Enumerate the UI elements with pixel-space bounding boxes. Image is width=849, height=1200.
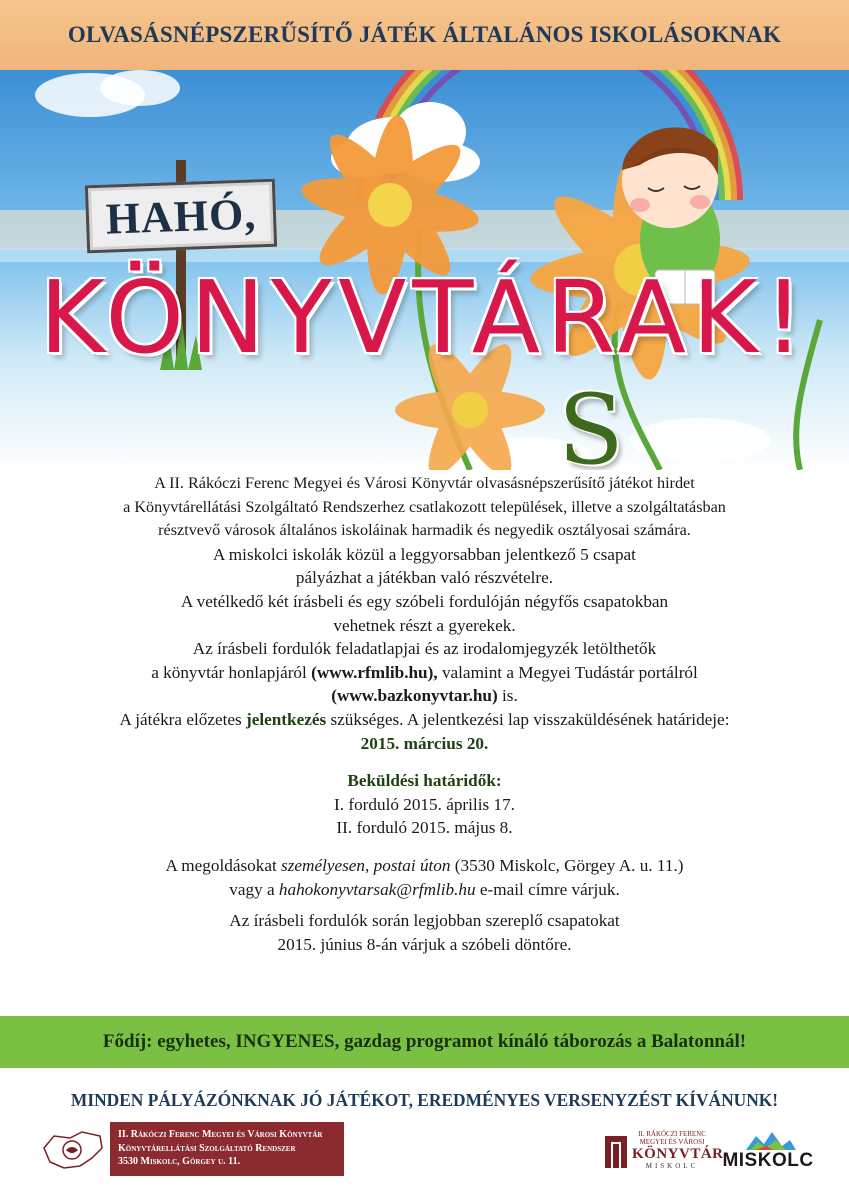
hungary-map-logo xyxy=(40,1126,106,1176)
download-prefix: a könyvtár honlapjáról xyxy=(151,662,312,682)
title-insert-letter: S xyxy=(558,374,624,470)
bazkonyvtar-suffix: is. xyxy=(497,686,518,706)
wish-line: MINDEN PÁLYÁZÓNKNAK JÓ JÁTÉKOT, EREDMÉNYES VERSENYZÉST KÍVÁNUNK! xyxy=(70,1090,779,1110)
text-line-5: Az írásbeli fordulók feladatlapjai és az irodalomjegyzék letölthetők xyxy=(192,639,657,659)
final-line-2: 2015. június 8-án várjuk a szóbeli döntőre. xyxy=(277,934,572,954)
intro-line-2: a Könyvtárellátási Szolgáltató Rendszerhez csatlakozott települések, illetve a szolgáltatásban xyxy=(123,497,726,516)
deadline-round-1: I. forduló 2015. április 17. xyxy=(334,794,515,814)
library-logo-icon xyxy=(603,1130,631,1170)
submit-personal: személyesen xyxy=(281,855,366,875)
bazkonyvtar-link[interactable]: (www.bazkonyvtar.hu) xyxy=(331,686,498,706)
haho-sign xyxy=(85,179,277,254)
library-logo-city: MISKOLC xyxy=(645,1162,699,1170)
submit-prefix: A megoldásokat xyxy=(165,855,282,875)
intro-line-1: A II. Rákóczi Ferenc Megyei és Városi Könyvtár olvasásnépszerűsítő játékot hirdet xyxy=(154,474,695,492)
submit-sep: , xyxy=(365,855,374,875)
library-system: Könyvtárellátási Szolgáltató Rendszer xyxy=(118,1142,296,1154)
sign-text: HAHÓ, xyxy=(104,188,258,244)
text-line-1: A miskolci iskolák közül a leggyorsabban jelentkező 5 csapat xyxy=(213,544,636,564)
apply-keyword: jelentkezés xyxy=(245,709,327,729)
email-link[interactable]: hahokonyvtarsak@rfmlib.hu xyxy=(278,879,476,899)
library-address: 3530 Miskolc, Görgey u. 11. xyxy=(118,1156,241,1167)
email-suffix: e-mail címre várjuk. xyxy=(475,879,620,899)
top-banner xyxy=(0,0,849,70)
library-logo xyxy=(632,1130,724,1170)
apply-prefix: A játékra előzetes xyxy=(119,709,246,729)
banner-title: OLVASÁSNÉPSZERŰSÍTŐ JÁTÉK ÁLTALÁNOS ISKOLÁSOKNAK xyxy=(67,22,782,47)
download-line xyxy=(0,661,849,685)
miskolc-logo-text: MISKOLC xyxy=(722,1150,814,1171)
text-line-4: vehetnek részt a gyerekek. xyxy=(333,615,516,635)
announcement-body xyxy=(0,472,849,956)
deadlines-heading: Beküldési határidők: xyxy=(347,771,502,791)
library-info-box xyxy=(110,1122,344,1176)
final-line-1: Az írásbeli fordulók során legjobban szereplő csapatokat xyxy=(229,911,620,931)
text-line-3: A vetélkedő két írásbeli és egy szóbeli fordulóján négyfős csapatokban xyxy=(180,591,669,611)
email-line xyxy=(0,878,849,902)
download-mid: valamint a Megyei Tudástár portálról xyxy=(437,662,698,682)
hero-illustration xyxy=(0,70,849,470)
library-name: II. Rákóczi Ferenc Megyei és Városi Könyvtár xyxy=(118,1129,323,1140)
submit-post: postai úton xyxy=(373,855,451,875)
submit-address: (3530 Miskolc, Görgey A. u. 11.) xyxy=(450,855,684,875)
apply-deadline-date: 2015. március 20. xyxy=(360,733,489,753)
deadline-round-2: II. forduló 2015. május 8. xyxy=(336,818,513,838)
apply-line xyxy=(0,708,849,732)
main-title: KÖNYVTÁRAK! xyxy=(39,259,810,376)
intro-line-3: résztvevő városok általános iskoláinak harmadik és negyedik osztályosai számára. xyxy=(158,521,691,540)
email-prefix: vagy a xyxy=(229,879,279,899)
bazkonyvtar-line xyxy=(0,684,849,708)
library-logo-line2: MEGYEI ÉS VÁROSI xyxy=(639,1138,705,1146)
prize-text: Fődíj: egyhetes, INGYENES, gazdag programot kínáló táborozás a Balatonnál! xyxy=(102,1031,747,1052)
deadlines-title xyxy=(0,769,849,793)
rfmlib-link[interactable]: (www.rfmlib.hu), xyxy=(311,662,438,682)
library-logo-name: KÖNYVTÁR xyxy=(632,1146,724,1162)
text-line-2: pályázhat a játékban való részvételre. xyxy=(295,568,554,588)
prize-banner xyxy=(0,1016,849,1068)
apply-deadline xyxy=(0,732,849,756)
library-logo-line1: II. RÁKÓCZI FERENC xyxy=(638,1130,706,1138)
apply-suffix: szükséges. A jelentkezési lap visszaküldésének határideje: xyxy=(326,709,730,729)
submit-line xyxy=(0,854,849,878)
